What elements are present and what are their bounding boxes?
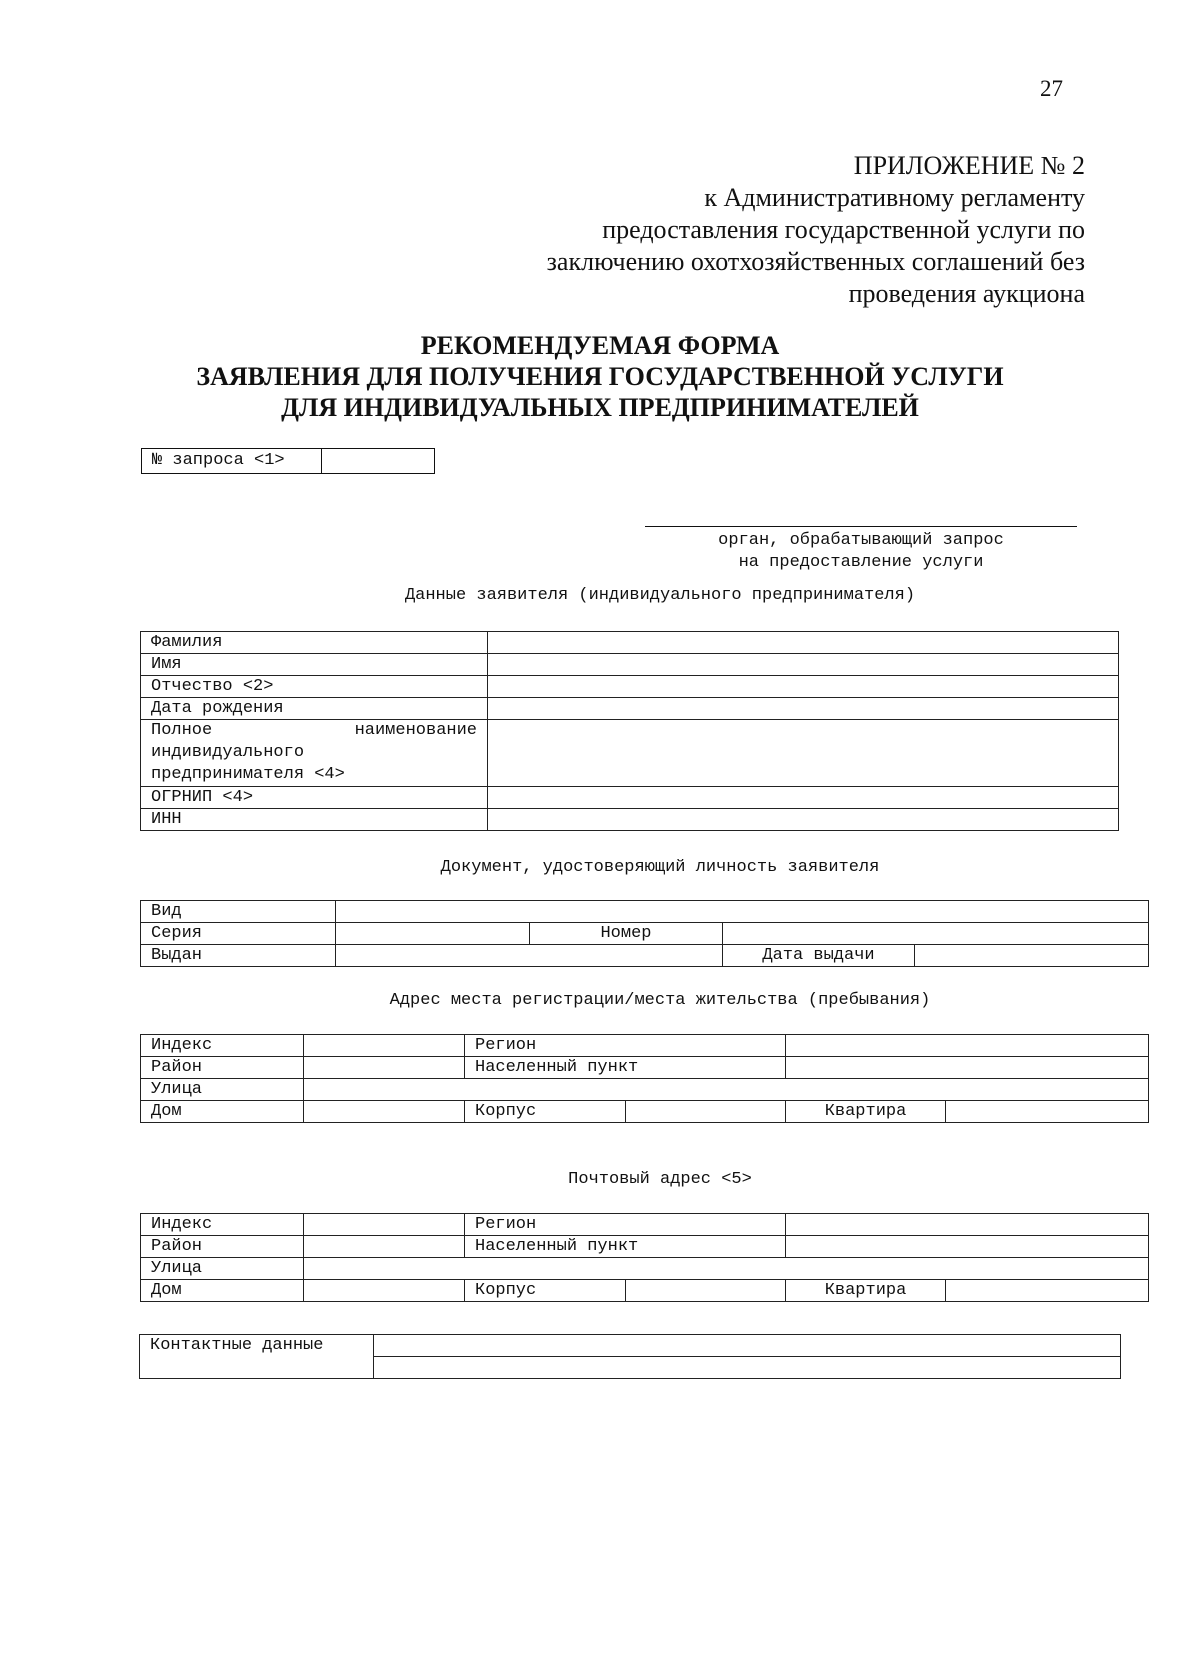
row-label: ИНН xyxy=(141,809,488,831)
form-title xyxy=(0,330,1200,423)
row-label: Корпус xyxy=(465,1101,626,1123)
row-label: Населенный пункт xyxy=(465,1236,786,1258)
appendix-line: предоставления государственной услуги по xyxy=(602,215,1085,244)
birth-date-field[interactable] xyxy=(488,698,1119,720)
table-row xyxy=(141,1236,1149,1258)
organ-caption-line: орган, обрабатывающий запрос xyxy=(718,531,1004,550)
row-label: ОГРНИП <4> xyxy=(141,787,488,809)
number-field[interactable] xyxy=(723,923,1149,945)
row-label: Населенный пункт xyxy=(465,1057,786,1079)
post-region-field[interactable] xyxy=(786,1214,1149,1236)
table-row xyxy=(141,787,1119,809)
row-label: Номер xyxy=(530,923,723,945)
ogrnip-field[interactable] xyxy=(488,787,1119,809)
appendix-line: к Административному регламенту xyxy=(704,183,1085,212)
applicant-section-heading: Данные заявителя (индивидуального предпринимателя) xyxy=(404,586,916,605)
table-row xyxy=(141,1079,1149,1101)
row-label: Отчество <2> xyxy=(141,676,488,698)
title-line: ЗАЯВЛЕНИЯ ДЛЯ ПОЛУЧЕНИЯ ГОСУДАРСТВЕННОЙ УСЛУГИ xyxy=(196,362,1004,391)
row-label: Дом xyxy=(141,1280,304,1302)
doc-type-field[interactable] xyxy=(336,901,1149,923)
full-name-field[interactable] xyxy=(488,720,1119,787)
reg-district-field[interactable] xyxy=(304,1057,465,1079)
series-field[interactable] xyxy=(336,923,530,945)
table-row xyxy=(141,676,1119,698)
reg-locality-field[interactable] xyxy=(786,1057,1149,1079)
table-row xyxy=(141,632,1119,654)
row-label: Фамилия xyxy=(141,632,488,654)
table-row xyxy=(141,1101,1149,1123)
row-label: Корпус xyxy=(465,1280,626,1302)
inn-field[interactable] xyxy=(488,809,1119,831)
label-word: наименование xyxy=(354,721,477,740)
table-row xyxy=(140,1335,1121,1357)
post-locality-field[interactable] xyxy=(786,1236,1149,1258)
registration-address-table xyxy=(140,1034,1149,1123)
applicant-table xyxy=(140,631,1119,831)
row-label: Дата рождения xyxy=(141,698,488,720)
appendix-line: проведения аукциона xyxy=(848,279,1085,308)
table-row xyxy=(141,720,1119,787)
identity-table xyxy=(140,900,1149,967)
request-number-box xyxy=(141,448,435,474)
label-line: индивидуального xyxy=(151,743,305,762)
appendix-line: заключению охотхозяйственных соглашений без xyxy=(546,247,1085,276)
table-row xyxy=(141,1035,1149,1057)
row-label: Дом xyxy=(141,1101,304,1123)
patronymic-field[interactable] xyxy=(488,676,1119,698)
reg-index-field[interactable] xyxy=(304,1035,465,1057)
row-label: Квартира xyxy=(786,1280,946,1302)
appendix-line: ПРИЛОЖЕНИЕ № 2 xyxy=(853,151,1085,180)
row-label: Вид xyxy=(141,901,336,923)
row-label: Индекс xyxy=(141,1035,304,1057)
label-line: предпринимателя <4> xyxy=(151,765,345,784)
row-label: Серия xyxy=(141,923,336,945)
row-label: Имя xyxy=(141,654,488,676)
row-label: Индекс xyxy=(141,1214,304,1236)
organ-signature-line[interactable] xyxy=(645,526,1077,527)
reg-region-field[interactable] xyxy=(786,1035,1149,1057)
page-number: 27 xyxy=(1040,76,1063,101)
full-name-first-line xyxy=(151,720,477,742)
reg-building-field[interactable] xyxy=(626,1101,786,1123)
post-index-field[interactable] xyxy=(304,1214,465,1236)
table-row xyxy=(141,1057,1149,1079)
request-number-label: № запроса <1> xyxy=(142,449,322,473)
surname-field[interactable] xyxy=(488,632,1119,654)
post-apartment-field[interactable] xyxy=(946,1280,1149,1302)
postal-section-heading: Почтовый адрес <5> xyxy=(568,1170,752,1189)
row-label: Район xyxy=(141,1236,304,1258)
row-label: Дата выдачи xyxy=(723,945,915,967)
table-row xyxy=(141,1258,1149,1280)
row-label: Контактные данные xyxy=(140,1335,374,1379)
registration-section-heading: Адрес места регистрации/места жительства (пребывания) xyxy=(389,991,931,1010)
table-row xyxy=(141,1280,1149,1302)
row-label: Регион xyxy=(465,1035,786,1057)
post-district-field[interactable] xyxy=(304,1236,465,1258)
identity-section-heading: Документ, удостоверяющий личность заявителя xyxy=(440,858,880,877)
row-label: Район xyxy=(141,1057,304,1079)
first-name-field[interactable] xyxy=(488,654,1119,676)
row-label: Улица xyxy=(141,1079,304,1101)
contact-field-1[interactable] xyxy=(374,1335,1121,1357)
table-row xyxy=(141,923,1149,945)
post-street-field[interactable] xyxy=(304,1258,1149,1280)
reg-street-field[interactable] xyxy=(304,1079,1149,1101)
table-row xyxy=(141,809,1119,831)
reg-apartment-field[interactable] xyxy=(946,1101,1149,1123)
contacts-table xyxy=(139,1334,1121,1379)
table-row xyxy=(141,698,1119,720)
post-building-field[interactable] xyxy=(626,1280,786,1302)
row-label: Выдан xyxy=(141,945,336,967)
table-row xyxy=(141,1214,1149,1236)
issue-date-field[interactable] xyxy=(915,945,1149,967)
organ-caption-line: на предоставление услуги xyxy=(738,553,984,572)
organ-caption xyxy=(645,530,1077,574)
table-row xyxy=(141,654,1119,676)
label-word: Полное xyxy=(151,721,213,740)
contact-field-2[interactable] xyxy=(374,1357,1121,1379)
row-label: Регион xyxy=(465,1214,786,1236)
row-label-full-name xyxy=(141,720,488,787)
request-number-field[interactable] xyxy=(322,449,434,473)
reg-house-field[interactable] xyxy=(304,1101,465,1123)
title-line: РЕКОМЕНДУЕМАЯ ФОРМА xyxy=(420,331,780,360)
row-label: Улица xyxy=(141,1258,304,1280)
post-house-field[interactable] xyxy=(304,1280,465,1302)
table-row xyxy=(141,945,1149,967)
appendix-header xyxy=(385,150,1085,310)
row-label: Квартира xyxy=(786,1101,946,1123)
title-line: ДЛЯ ИНДИВИДУАЛЬНЫХ ПРЕДПРИНИМАТЕЛЕЙ xyxy=(281,393,919,422)
issued-by-field[interactable] xyxy=(336,945,723,967)
postal-address-table xyxy=(140,1213,1149,1302)
table-row xyxy=(141,901,1149,923)
